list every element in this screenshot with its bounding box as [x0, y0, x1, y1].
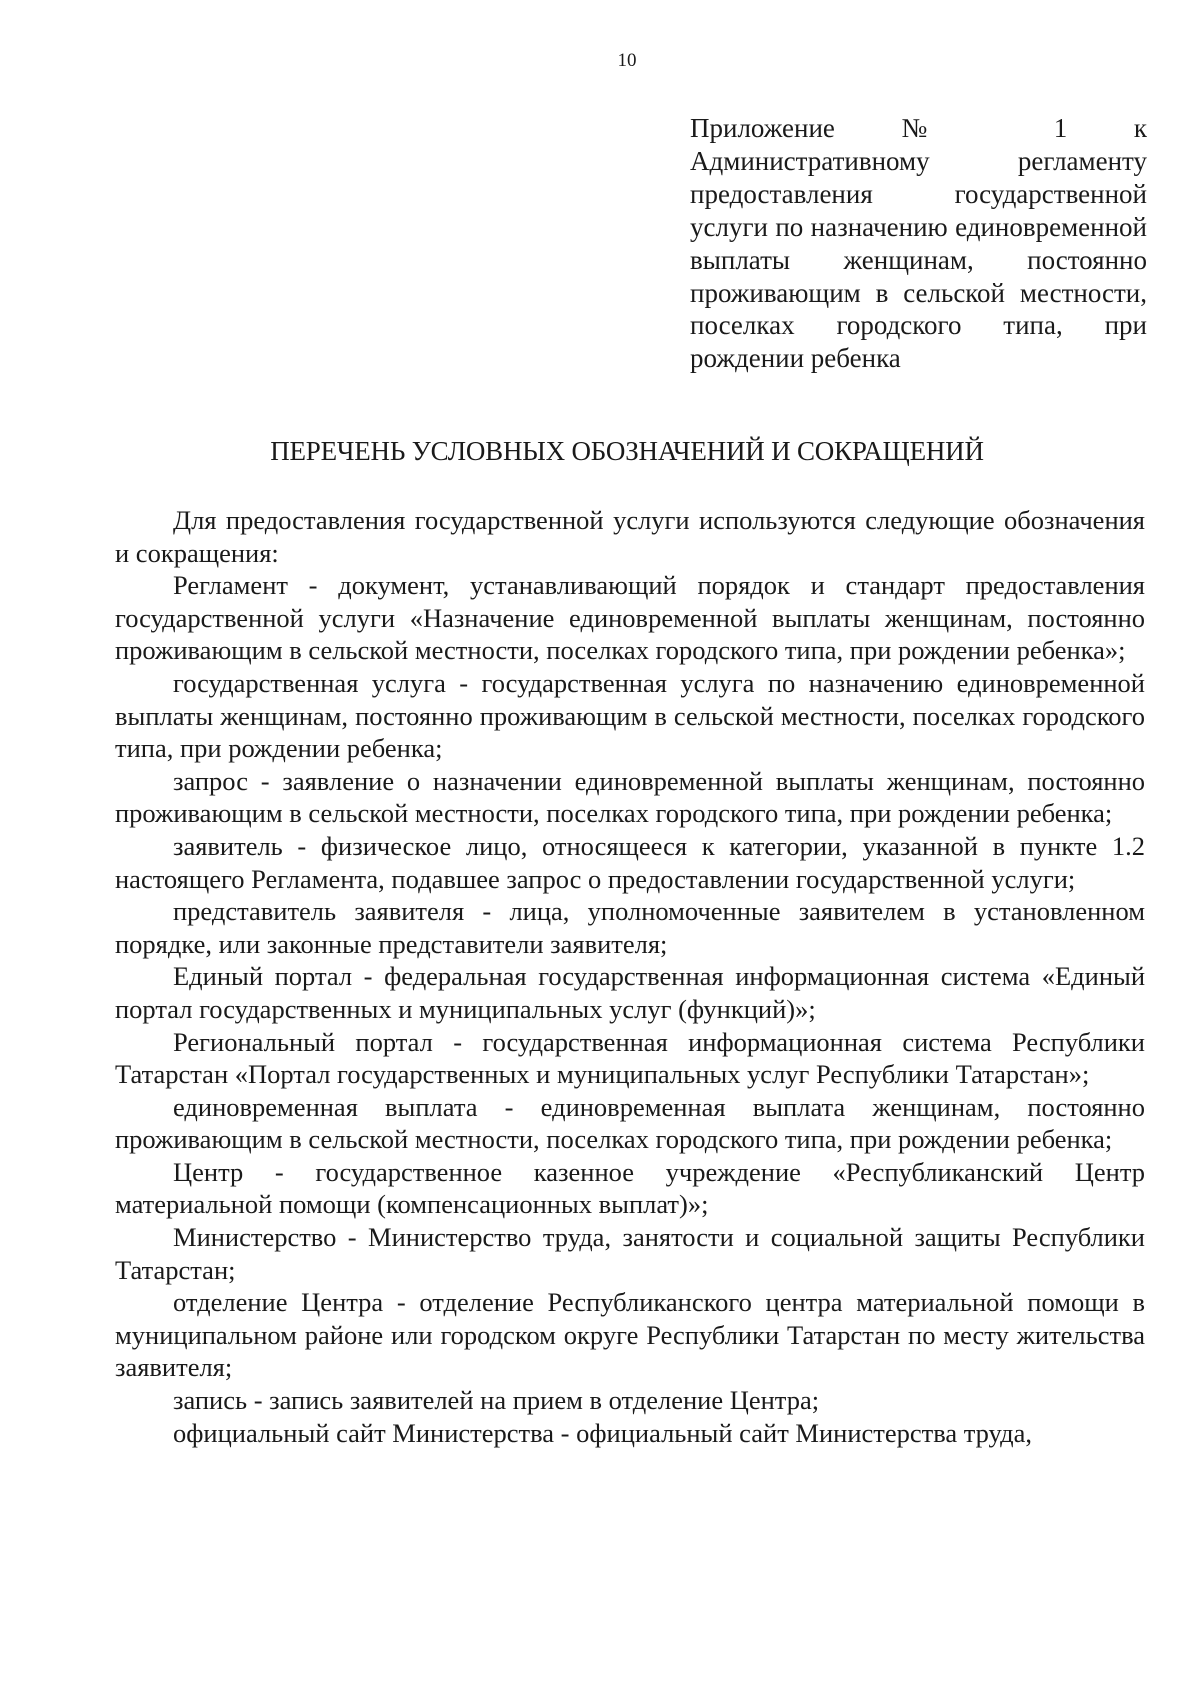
paragraph-definition: Центр - государственное казенное учреждение «Республиканский Центр материальной помощи (компенсационных выплат)»; — [115, 1156, 1145, 1220]
paragraph-definition: Региональный портал - государственная информационная система Республики Татарстан «Портал государственных и муниципальных услуг Республики Татарстан»; — [115, 1026, 1145, 1090]
paragraph-definition: единовременная выплата - единовременная выплата женщинам, постоянно проживающим в сельской местности, поселках городского типа, при рождении ребенка; — [115, 1091, 1145, 1155]
section-title: ПЕРЕЧЕНЬ УСЛОВНЫХ ОБОЗНАЧЕНИЙ И СОКРАЩЕНИЙ — [270, 436, 984, 466]
paragraph-definition: представитель заявителя - лица, уполномоченные заявителем в установленном порядке, или законные представители заявителя; — [115, 896, 1145, 959]
paragraph-definition: Единый портал - федеральная государственная информационная система «Единый портал государственных и муниципальных услуг (функций)»; — [115, 961, 1145, 1024]
appendix-reference: Приложение № 1 к Административному регламенту предоставления государственной услуги по назначению единовременной выплаты женщинам, постоянно проживающим в сельской местности, поселках городского типа, при рождении ребенка — [690, 113, 1147, 374]
paragraph-definition: Министерство - Министерство труда, занятости и социальной защиты Республики Татарстан; — [115, 1222, 1145, 1285]
paragraph-definition: запись - запись заявителей на прием в отделение Центра; — [173, 1385, 820, 1416]
paragraph-definition: отделение Центра - отделение Республиканского центра материальной помощи в муниципальном районе или городском округе Республики Татарстан по месту жительства заявителя; — [115, 1287, 1145, 1383]
paragraph-definition: Регламент - документ, устанавливающий порядок и стандарт предоставления государственной услуги «Назначение единовременной выплаты женщинам, постоянно проживающим в сельской местности, поселках городского типа, при рождении ребенка»; — [115, 570, 1145, 666]
paragraph-definition: запрос - заявление о назначении единовременной выплаты женщинам, постоянно проживающим в сельской местности, поселках городского типа, при рождении ребенка; — [115, 765, 1145, 829]
page-number: 10 — [617, 50, 637, 71]
body-text — [115, 504, 1145, 1449]
paragraph-intro: Для предоставления государственной услуги используются следующие обозначения и сокращения: — [115, 505, 1145, 568]
paragraph-definition: официальный сайт Министерства - официальный сайт Министерства труда, — [173, 1417, 1033, 1448]
paragraph-definition: заявитель - физическое лицо, относящееся к категории, указанной в пункте 1.2 настоящего Регламента, подавшее запрос о предоставлении государственной услуги; — [115, 830, 1145, 894]
paragraph-definition: государственная услуга - государственная услуга по назначению единовременной выплаты женщинам, постоянно проживающим в сельской местности, поселках городского типа, при рождении ребенка; — [115, 667, 1145, 764]
